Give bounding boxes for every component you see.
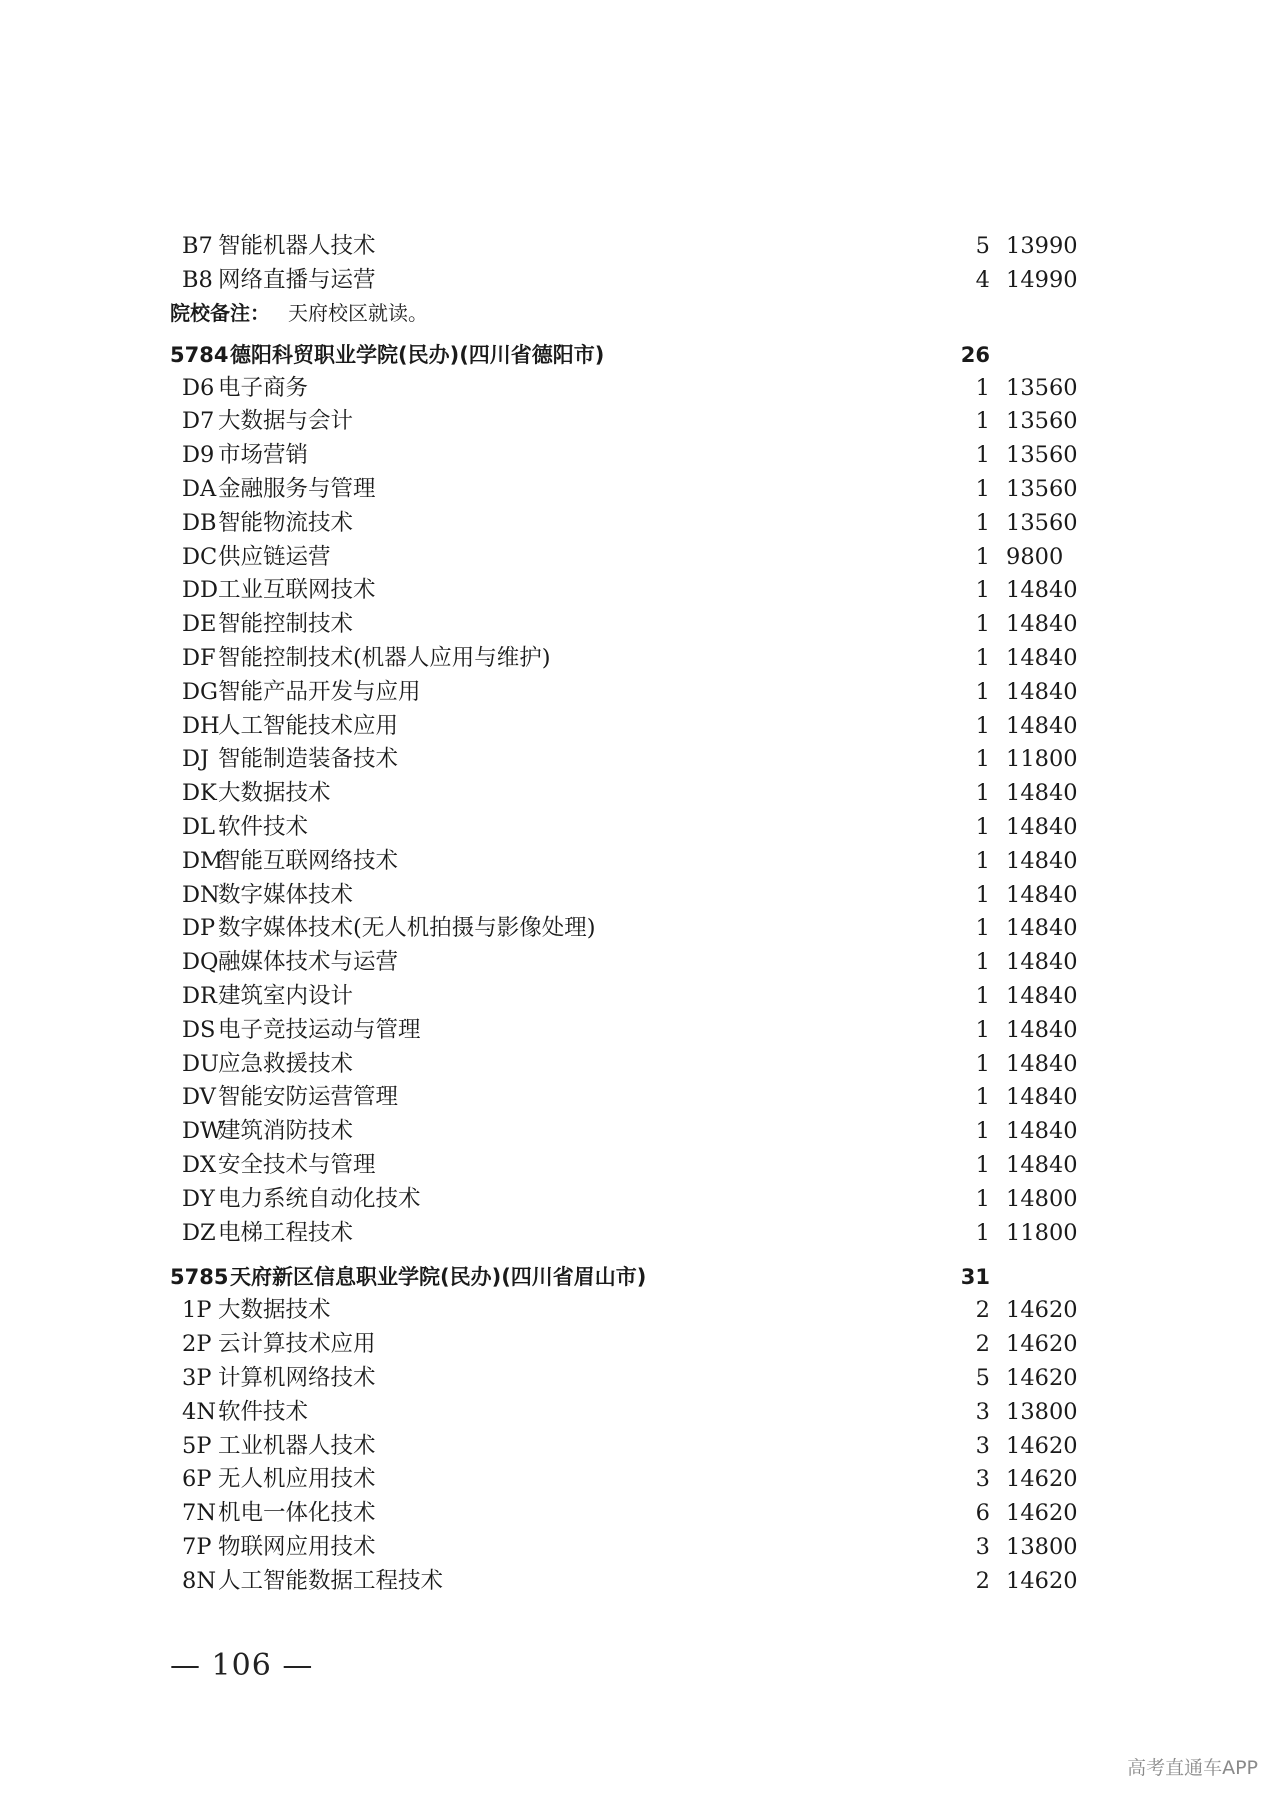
program-row <box>170 845 1078 879</box>
program-name: 电子商务 <box>218 374 309 401</box>
program-name: 无人机应用技术 <box>218 1466 376 1493</box>
program-plan-count: 3 <box>975 1466 990 1493</box>
program-name: 智能安防运营管理 <box>218 1084 399 1111</box>
institution-note <box>170 298 1050 328</box>
program-name: 建筑室内设计 <box>218 982 354 1009</box>
program-name: 智能互联网络技术 <box>218 847 399 874</box>
program-row <box>170 264 1078 298</box>
program-tuition: 14620 <box>1006 1331 1078 1358</box>
program-code: DV <box>182 1084 216 1111</box>
program-tuition: 13800 <box>1006 1533 1078 1560</box>
program-name: 智能物流技术 <box>218 509 354 536</box>
program-tuition: 14840 <box>1006 712 1078 739</box>
program-tuition: 13560 <box>1006 475 1078 502</box>
program-code: DD <box>182 577 219 604</box>
program-tuition: 14840 <box>1006 847 1078 874</box>
note-label: 院校备注： <box>170 300 270 325</box>
program-code: DP <box>182 915 216 942</box>
program-tuition: 14620 <box>1006 1432 1078 1459</box>
program-code: B8 <box>182 266 213 293</box>
program-code: DB <box>182 509 217 536</box>
program-name: 数字媒体技术 <box>218 881 354 908</box>
program-tuition: 11800 <box>1006 1219 1078 1246</box>
program-row <box>170 1149 1078 1183</box>
program-name: 建筑消防技术 <box>218 1118 354 1145</box>
program-row <box>170 405 1078 439</box>
program-plan-count: 1 <box>975 442 990 469</box>
program-plan-count: 1 <box>975 1151 990 1178</box>
program-code: DS <box>182 1016 216 1043</box>
program-row <box>170 710 1078 744</box>
program-plan-count: 6 <box>975 1500 990 1527</box>
program-plan-count: 2 <box>975 1331 990 1358</box>
program-row <box>170 1497 1078 1531</box>
program-row <box>170 1217 1078 1251</box>
program-plan-count: 1 <box>975 1084 990 1111</box>
program-tuition: 13560 <box>1006 374 1078 401</box>
program-name: 数字媒体技术(无人机拍摄与影像处理) <box>218 915 596 942</box>
program-tuition: 11800 <box>1006 746 1078 773</box>
program-code: DM <box>182 847 224 874</box>
program-code: D9 <box>182 442 215 469</box>
program-row <box>170 912 1078 946</box>
program-row <box>170 743 1078 777</box>
program-name: 供应链运营 <box>218 543 331 570</box>
program-name: 智能控制技术 <box>218 611 354 638</box>
program-tuition: 14840 <box>1006 1050 1078 1077</box>
program-plan-count: 1 <box>975 780 990 807</box>
program-plan-count: 1 <box>975 543 990 570</box>
program-plan-count: 1 <box>975 1050 990 1077</box>
program-tuition: 14840 <box>1006 881 1078 908</box>
program-plan-count: 1 <box>975 509 990 536</box>
program-name: 安全技术与管理 <box>218 1151 376 1178</box>
program-tuition: 14840 <box>1006 1084 1078 1111</box>
program-plan-count: 1 <box>975 408 990 435</box>
program-row <box>170 230 1078 264</box>
program-code: 2P <box>182 1331 212 1358</box>
program-row <box>170 372 1078 406</box>
program-code: 5P <box>182 1432 212 1459</box>
section-spacer <box>170 1250 1050 1260</box>
program-tuition: 14840 <box>1006 915 1078 942</box>
program-row <box>170 574 1078 608</box>
program-name: 物联网应用技术 <box>218 1533 376 1560</box>
program-name: 电梯工程技术 <box>218 1219 354 1246</box>
institution-code: 5784 <box>170 342 229 367</box>
program-name: 工业互联网技术 <box>218 577 376 604</box>
program-name: 智能机器人技术 <box>218 233 376 259</box>
program-code: DH <box>182 712 220 739</box>
program-code: B7 <box>182 233 213 259</box>
program-code: DX <box>182 1151 217 1178</box>
program-code: 7P <box>182 1533 212 1560</box>
program-code: 1P <box>182 1297 212 1324</box>
program-code: 8N <box>182 1567 217 1594</box>
institution-name: 天府新区信息职业学院(民办)(四川省眉山市) <box>230 1265 647 1290</box>
program-code: DN <box>182 881 220 908</box>
program-tuition: 14620 <box>1006 1364 1078 1391</box>
program-row <box>170 811 1078 845</box>
institution-plan-total: 31 <box>960 1265 990 1290</box>
program-plan-count: 2 <box>975 1567 990 1594</box>
program-plan-count: 5 <box>975 233 990 259</box>
program-row <box>170 1430 1078 1464</box>
program-plan-count: 1 <box>975 1118 990 1145</box>
program-row <box>170 879 1078 913</box>
program-tuition: 9800 <box>1006 543 1064 570</box>
program-name: 人工智能数据工程技术 <box>218 1567 444 1594</box>
program-row <box>170 777 1078 811</box>
program-code: DC <box>182 543 218 570</box>
program-plan-count: 1 <box>975 982 990 1009</box>
program-name: 大数据技术 <box>218 780 331 807</box>
program-code: D7 <box>182 408 215 435</box>
program-row <box>170 1048 1078 1082</box>
program-plan-count: 1 <box>975 915 990 942</box>
program-plan-count: 1 <box>975 1016 990 1043</box>
institution-name: 德阳科贸职业学院(民办)(四川省德阳市) <box>230 342 605 367</box>
program-tuition: 14840 <box>1006 644 1078 671</box>
program-code: 7N <box>182 1500 217 1527</box>
program-row <box>170 507 1078 541</box>
institution-header <box>170 1260 1050 1294</box>
program-plan-count: 3 <box>975 1398 990 1425</box>
program-plan-count: 1 <box>975 577 990 604</box>
program-tuition: 13560 <box>1006 442 1078 469</box>
program-plan-count: 1 <box>975 712 990 739</box>
program-code: DE <box>182 611 217 638</box>
program-tuition: 14800 <box>1006 1185 1078 1212</box>
program-tuition: 13560 <box>1006 408 1078 435</box>
program-code: D6 <box>182 374 215 401</box>
program-name: 人工智能技术应用 <box>218 712 399 739</box>
program-tuition: 14840 <box>1006 577 1078 604</box>
program-name: 工业机器人技术 <box>218 1432 376 1459</box>
watermark: 高考直通车APP <box>1127 1757 1258 1779</box>
program-row <box>170 608 1078 642</box>
program-row <box>170 541 1064 575</box>
program-row <box>170 1328 1078 1362</box>
program-row <box>170 946 1078 980</box>
institution-header <box>170 338 1050 372</box>
program-tuition: 14840 <box>1006 813 1078 840</box>
program-code: DJ <box>182 746 210 773</box>
program-tuition: 14620 <box>1006 1500 1078 1527</box>
program-plan-count: 1 <box>975 678 990 705</box>
note-text: 天府校区就读。 <box>288 300 428 325</box>
program-row <box>170 676 1078 710</box>
program-code: DZ <box>182 1219 216 1246</box>
program-plan-count: 5 <box>975 1364 990 1391</box>
program-plan-count: 1 <box>975 1185 990 1212</box>
program-plan-count: 3 <box>975 1432 990 1459</box>
program-name: 网络直播与运营 <box>218 266 376 293</box>
section-spacer <box>170 328 1050 338</box>
program-plan-count: 1 <box>975 1219 990 1246</box>
program-tuition: 14840 <box>1006 949 1078 976</box>
program-plan-count: 3 <box>975 1533 990 1560</box>
program-code: 3P <box>182 1364 212 1391</box>
program-plan-count: 1 <box>975 611 990 638</box>
program-plan-count: 1 <box>975 813 990 840</box>
program-code: DA <box>182 475 217 502</box>
program-code: 4N <box>182 1398 217 1425</box>
institution-plan-total: 26 <box>960 342 990 367</box>
program-code: DW <box>182 1118 224 1145</box>
program-plan-count: 2 <box>975 1297 990 1324</box>
program-plan-count: 1 <box>975 374 990 401</box>
program-tuition: 14840 <box>1006 1016 1078 1043</box>
program-tuition: 14840 <box>1006 982 1078 1009</box>
program-tuition: 14840 <box>1006 1118 1078 1145</box>
program-row <box>170 1081 1078 1115</box>
program-row <box>170 1531 1078 1565</box>
program-tuition: 13800 <box>1006 1398 1078 1425</box>
program-tuition: 14990 <box>1006 266 1078 293</box>
program-code: DK <box>182 780 217 807</box>
program-row <box>170 642 1078 676</box>
program-plan-count: 1 <box>975 881 990 908</box>
program-row <box>170 473 1078 507</box>
program-plan-count: 1 <box>975 644 990 671</box>
program-name: 融媒体技术与运营 <box>218 949 399 976</box>
program-tuition: 14840 <box>1006 678 1078 705</box>
institution-code: 5785 <box>170 1265 229 1290</box>
program-name: 大数据与会计 <box>218 408 354 435</box>
program-code: 6P <box>182 1466 212 1493</box>
program-name: 智能产品开发与应用 <box>218 678 421 705</box>
program-row <box>170 980 1078 1014</box>
program-plan-count: 1 <box>975 746 990 773</box>
program-tuition: 14620 <box>1006 1297 1078 1324</box>
program-name: 云计算技术应用 <box>218 1331 376 1358</box>
program-code: DF <box>182 644 216 671</box>
program-name: 智能制造装备技术 <box>218 746 399 773</box>
program-code: DL <box>182 813 215 840</box>
program-code: DY <box>182 1185 215 1212</box>
program-row <box>170 1362 1078 1396</box>
program-name: 电子竞技运动与管理 <box>218 1016 421 1043</box>
program-plan-count: 1 <box>975 949 990 976</box>
program-plan-count: 1 <box>975 847 990 874</box>
page-number: — 106 — <box>170 1648 314 1683</box>
program-row <box>170 1183 1078 1217</box>
program-tuition: 14620 <box>1006 1567 1078 1594</box>
program-tuition: 13990 <box>1006 233 1078 259</box>
program-name: 智能控制技术(机器人应用与维护) <box>218 644 551 671</box>
program-code: DG <box>182 678 219 705</box>
program-name: 软件技术 <box>218 1398 309 1425</box>
program-tuition: 14840 <box>1006 1151 1078 1178</box>
program-row <box>170 1014 1078 1048</box>
program-tuition: 14840 <box>1006 611 1078 638</box>
program-name: 市场营销 <box>218 442 309 469</box>
program-plan-count: 4 <box>975 266 990 293</box>
program-name: 金融服务与管理 <box>218 475 376 502</box>
program-row <box>170 439 1078 473</box>
program-name: 软件技术 <box>218 813 309 840</box>
program-code: DU <box>182 1050 220 1077</box>
program-code: DR <box>182 982 217 1009</box>
program-row <box>170 1294 1078 1328</box>
program-tuition: 14620 <box>1006 1466 1078 1493</box>
program-name: 应急救援技术 <box>218 1050 354 1077</box>
program-tuition: 14840 <box>1006 780 1078 807</box>
program-row <box>170 1396 1078 1430</box>
program-name: 计算机网络技术 <box>218 1364 376 1391</box>
program-plan-count: 1 <box>975 475 990 502</box>
admission-plan-list <box>170 230 1078 1598</box>
program-row <box>170 1565 1078 1599</box>
program-row <box>170 1463 1078 1497</box>
program-code: DQ <box>182 949 219 976</box>
program-row <box>170 1115 1078 1149</box>
program-name: 大数据技术 <box>218 1297 331 1324</box>
program-tuition: 13560 <box>1006 509 1078 536</box>
program-name: 机电一体化技术 <box>218 1500 376 1527</box>
program-name: 电力系统自动化技术 <box>218 1185 421 1212</box>
